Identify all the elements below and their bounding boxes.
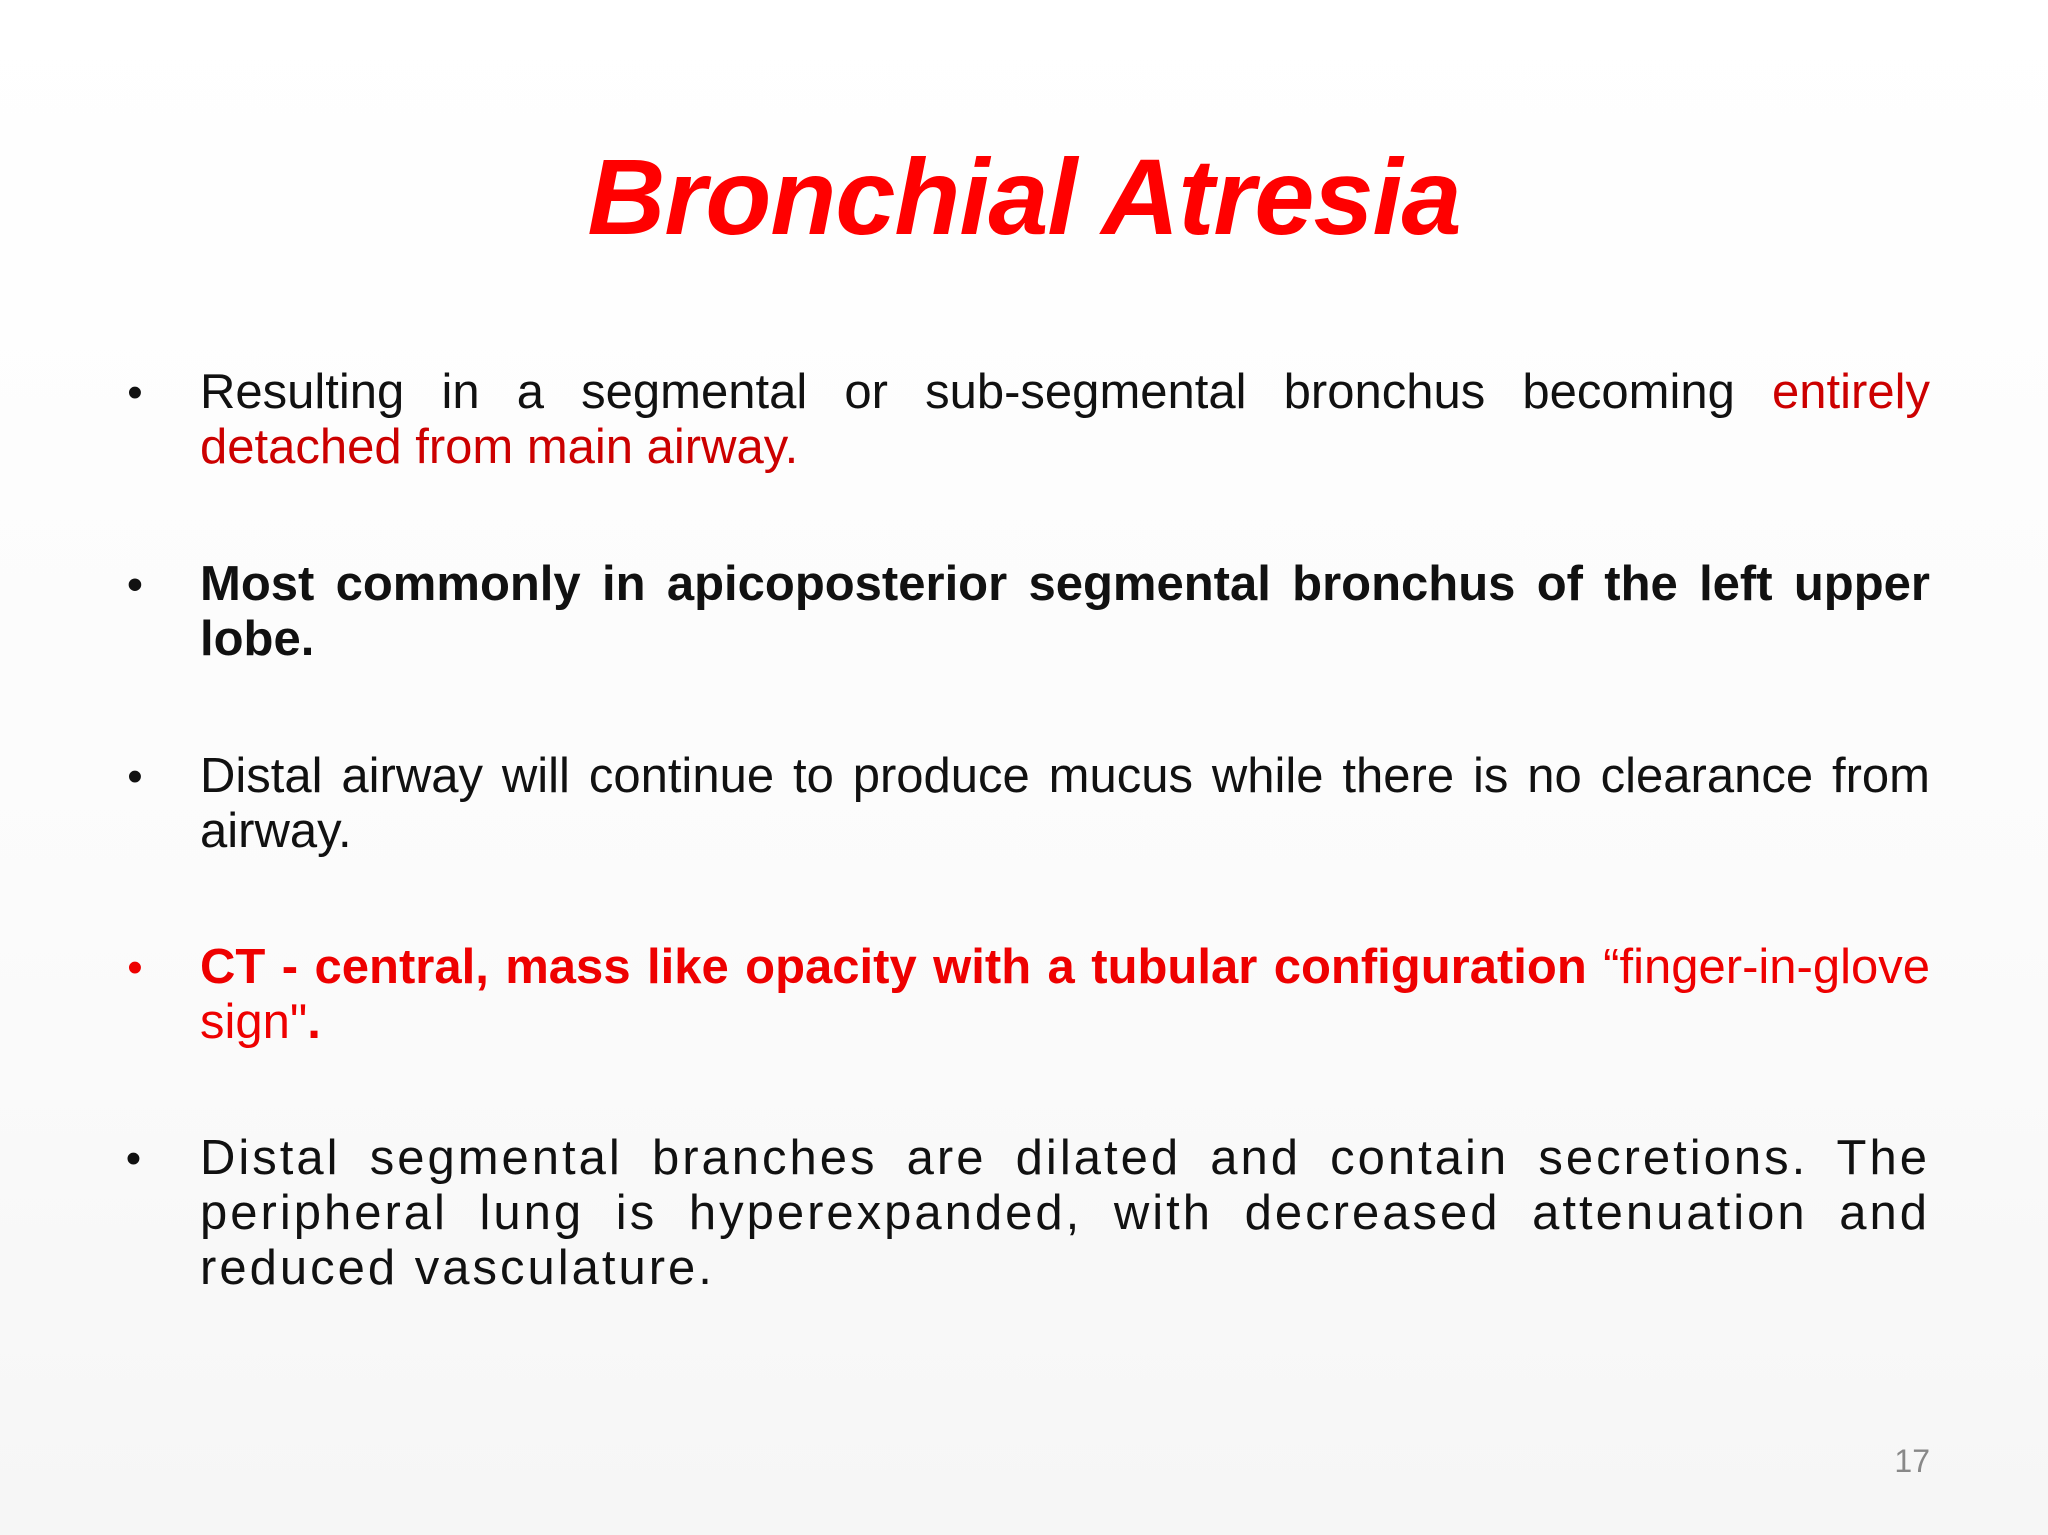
bullet-item-5 (120, 1131, 1930, 1296)
bullet-item-2 (120, 557, 1930, 667)
bullet-marker: • (127, 752, 143, 801)
bullet-marker: • (127, 368, 143, 417)
bullet-item-1 (120, 365, 1930, 475)
bullet-4-end: . (307, 995, 321, 1049)
bullet-item-3 (120, 749, 1930, 859)
bullet-2-text: Most commonly in apicoposterior segmental bronchus of the left upper lobe. (200, 557, 1930, 666)
bullet-5-text: Distal segmental branches are dilated and contain secretions. The peripheral lung is hyperexpanded, with decreased attenuation and reduced vasculature. (200, 1131, 1930, 1295)
bullet-4-quote: “finger-in-glove sign" (200, 940, 1930, 1049)
slide-title: Bronchial Atresia (587, 136, 1461, 257)
bullet-marker: • (125, 1134, 145, 1183)
bullet-4-strong-text: CT - central, mass like opacity with a tubular configuration (200, 940, 1587, 994)
page-number: 17 (1894, 1443, 1930, 1479)
bullet-marker: • (127, 943, 143, 992)
bullet-1-text: Resulting in a segmental or sub-segmental bronchus becoming (200, 365, 1773, 419)
bullet-marker: • (127, 560, 143, 609)
bullet-item-4 (120, 940, 1930, 1050)
bullet-1-highlight: entirely detached from main airway. (200, 365, 1930, 474)
bullet-3-text: Distal airway will continue to produce mucus while there is no clearance from airway. (200, 749, 1930, 858)
